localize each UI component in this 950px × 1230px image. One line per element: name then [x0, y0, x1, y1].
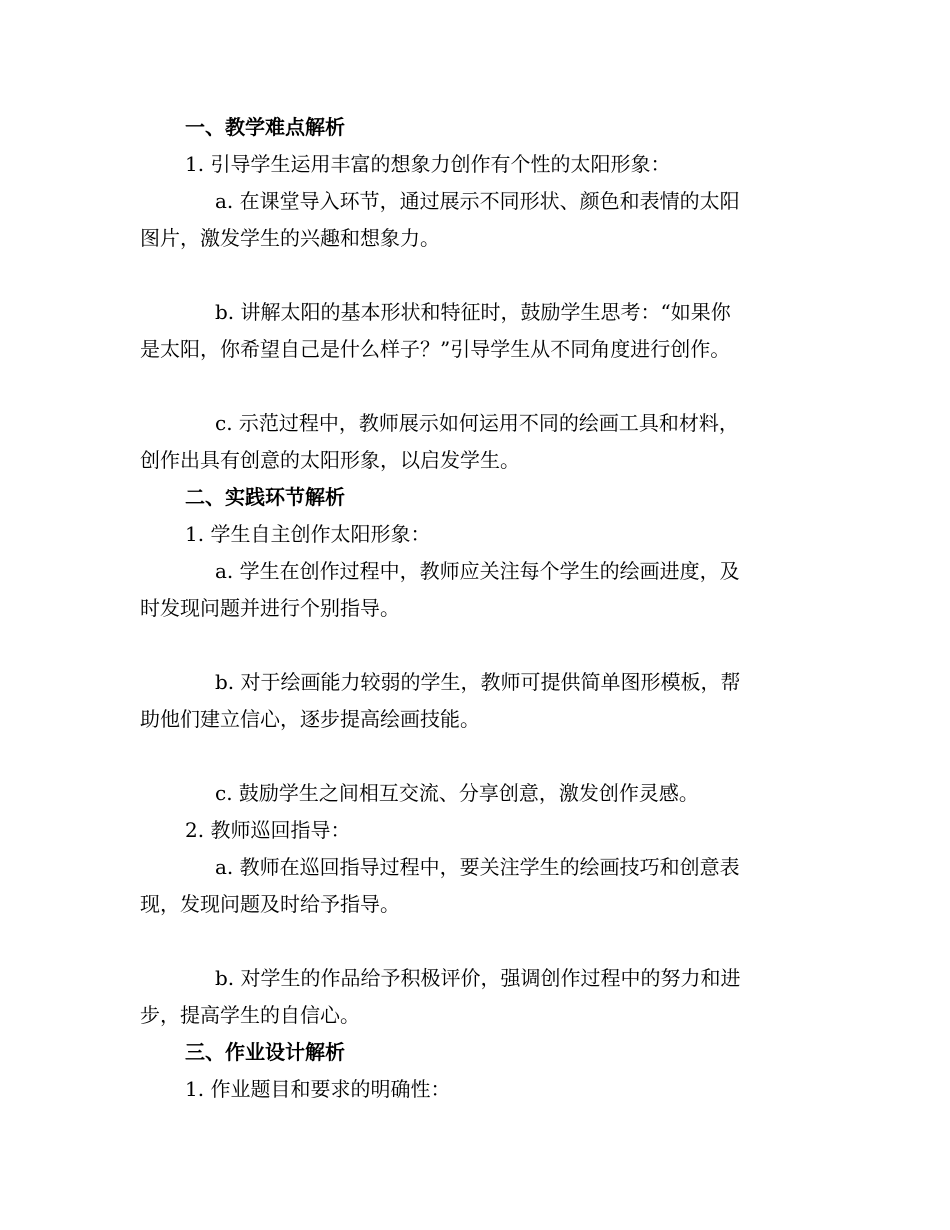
paragraph-line: b. 对学生的作品给予积极评价，强调创作过程中的努力和进	[215, 966, 741, 990]
paragraph-line: 创作出具有创意的太阳形象，以启发学生。	[140, 448, 520, 472]
paragraph-line: b. 讲解太阳的基本形状和特征时，鼓励学生思考：“如果你	[215, 300, 731, 324]
paragraph-line: 图片，激发学生的兴趣和想象力。	[140, 226, 440, 250]
paragraph-line: a. 教师在巡回指导过程中，要关注学生的绘画技巧和创意表	[215, 855, 740, 879]
list-item: 2. 教师巡回指导：	[185, 818, 351, 842]
section-heading: 三、作业设计解析	[185, 1040, 345, 1064]
paragraph-line: 现，发现问题及时给予指导。	[140, 892, 400, 916]
paragraph-line: c. 示范过程中，教师展示如何运用不同的绘画工具和材料，	[215, 411, 739, 435]
list-item: 1. 作业题目和要求的明确性：	[185, 1077, 451, 1101]
section-heading: 二、实践环节解析	[185, 485, 345, 509]
paragraph-line: 步，提高学生的自信心。	[140, 1003, 360, 1027]
paragraph-line: a. 学生在创作过程中，教师应关注每个学生的绘画进度，及	[215, 559, 740, 583]
paragraph-line: a. 在课堂导入环节，通过展示不同形状、颜色和表情的太阳	[215, 189, 740, 213]
paragraph-line: c. 鼓励学生之间相互交流、分享创意，激发创作灵感。	[215, 781, 699, 805]
paragraph-line: b. 对于绘画能力较弱的学生，教师可提供简单图形模板，帮	[215, 670, 741, 694]
list-item: 1. 引导学生运用丰富的想象力创作有个性的太阳形象：	[185, 152, 671, 176]
list-item: 1. 学生自主创作太阳形象：	[185, 522, 431, 546]
paragraph-line: 是太阳，你希望自己是什么样子？”引导学生从不同角度进行创作。	[140, 337, 731, 361]
section-heading: 一、教学难点解析	[185, 115, 345, 139]
paragraph-line: 时发现问题并进行个别指导。	[140, 596, 400, 620]
paragraph-line: 助他们建立信心，逐步提高绘画技能。	[140, 707, 480, 731]
